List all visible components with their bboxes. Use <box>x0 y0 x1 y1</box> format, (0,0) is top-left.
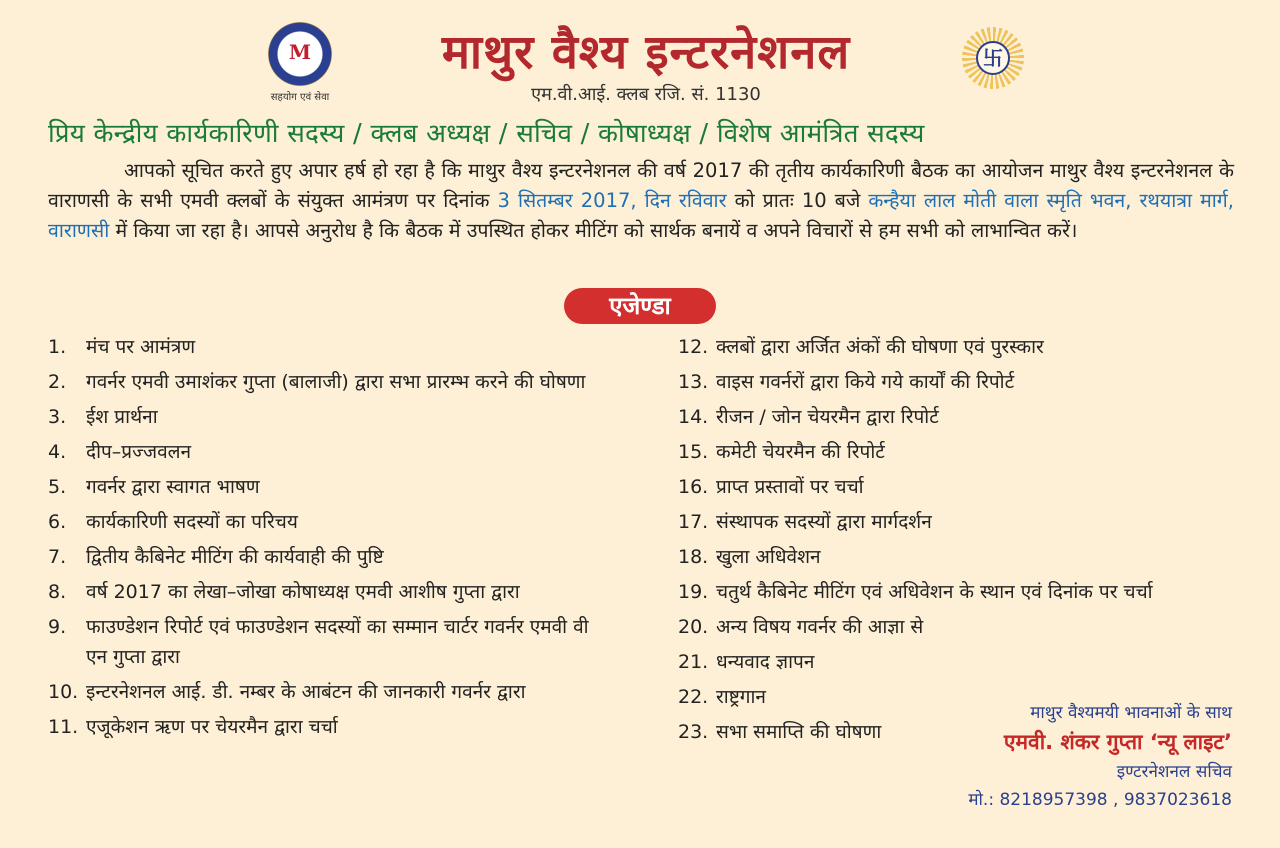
agenda-item-text: द्वितीय कैबिनेट मीटिंग की कार्यवाही की पुष्टि <box>86 546 384 568</box>
agenda-item <box>678 367 1238 397</box>
agenda-item <box>678 402 1238 432</box>
agenda-item <box>48 367 608 397</box>
agenda-item-text: गवर्नर एमवी उमाशंकर गुप्ता (बालाजी) द्वारा सभा प्रारम्भ करने की घोषणा <box>86 371 586 393</box>
signatory-designation: इण्टरनेशनल सचिव <box>1116 762 1232 782</box>
agenda-item-number: 7. <box>48 546 67 568</box>
agenda-item-text: खुला अधिवेशन <box>716 546 821 568</box>
agenda-item <box>48 577 608 607</box>
agenda-item-text: फाउण्डेशन रिपोर्ट एवं फाउण्डेशन सदस्यों का सम्मान चार्टर गवर्नर एमवी वी एन गुप्ता द्वारा <box>86 616 589 668</box>
agenda-item <box>48 612 608 672</box>
sign-off: माथुर वैश्यमयी भावनाओं के साथ <box>1030 703 1232 723</box>
agenda-item <box>48 507 608 537</box>
agenda-item-text: वाइस गवर्नरों द्वारा किये गये कार्यों की रिपोर्ट <box>716 371 1015 393</box>
contact-phone: मो.: 8218957398 , 9837023618 <box>968 790 1232 810</box>
agenda-item-text: दीप–प्रज्जवलन <box>86 441 192 463</box>
agenda-item-number: 15. <box>678 441 709 463</box>
agenda-item-number: 4. <box>48 441 67 463</box>
agenda-item-text: प्राप्त प्रस्तावों पर चर्चा <box>716 476 864 498</box>
agenda-item-text: क्लबों द्वारा अर्जित अंकों की घोषणा एवं पुरस्कार <box>716 336 1044 358</box>
agenda-item-number: 20. <box>678 616 709 638</box>
agenda-item-text: चतुर्थ कैबिनेट मीटिंग एवं अधिवेशन के स्थान एवं दिनांक पर चर्चा <box>716 581 1153 603</box>
agenda-item-number: 11. <box>48 716 79 738</box>
agenda-item-text: कमेटी चेयरमैन की रिपोर्ट <box>716 441 885 463</box>
meeting-venue: कन्हैया लाल मोती वाला स्मृति भवन, रथयात्रा मार्ग, वाराणसी <box>48 189 1234 242</box>
agenda-item-number: 6. <box>48 511 67 533</box>
intro-text-1: आपको सूचित करते हुए अपार हर्ष हो रहा है कि माथुर वैश्य इन्टरनेशनल की वर्ष 2017 की तृतीय कार्यकारिणी बैठक का आयोजन माथुर वैश्य इन्टरनेशनल के वाराणसी के सभी एमवी क्लबों के संयुक्त आमंत्रण पर दिनांक <box>48 159 1234 212</box>
agenda-item-number: 23. <box>678 721 709 743</box>
agenda-item-number: 12. <box>678 336 709 358</box>
agenda-item-number: 2. <box>48 371 67 393</box>
signature-block <box>912 700 1232 814</box>
agenda-item-number: 5. <box>48 476 67 498</box>
agenda-item-text: एजूकेशन ऋण पर चेयरमैन द्वारा चर्चा <box>86 716 338 738</box>
agenda-item-text: ईश प्रार्थना <box>86 406 158 428</box>
agenda-list-left <box>48 332 608 747</box>
agenda-item <box>48 712 608 742</box>
intro-paragraph <box>48 156 1234 246</box>
logo-tagline: सहयोग एवं सेवा <box>270 92 330 103</box>
agenda-item <box>48 437 608 467</box>
intro-text-3: में किया जा रहा है। आपसे अनुरोध है कि बैठक में उपस्थित होकर मीटिंग को सार्थक बनायें व अपने विचारों से हम सभी को लाभान्वित करें। <box>109 219 1078 242</box>
agenda-item-number: 1. <box>48 336 67 358</box>
registration-number: एम.वी.आई. क्लब रजि. सं. 1130 <box>531 84 761 105</box>
agenda-item-number: 18. <box>678 546 709 568</box>
agenda-item-text: अन्य विषय गवर्नर की आज्ञा से <box>716 616 924 638</box>
agenda-item-text: मंच पर आमंत्रण <box>86 336 196 358</box>
agenda-item <box>678 647 1238 677</box>
agenda-badge: एजेण्डा <box>564 288 716 324</box>
signatory-name: एमवी. शंकर गुप्ता ‘न्यू लाइट’ <box>1003 730 1232 754</box>
page-title: माथुर वैश्य इन्टरनेशनल <box>441 25 851 80</box>
agenda-item-text: वर्ष 2017 का लेखा–जोखा कोषाध्यक्ष एमवी आशीष गुप्ता द्वारा <box>86 581 520 603</box>
agenda-item <box>678 332 1238 362</box>
agenda-item <box>48 402 608 432</box>
agenda-item-number: 10. <box>48 681 79 703</box>
agenda-item-number: 8. <box>48 581 67 603</box>
intro-text-2: को प्रातः 10 बजे <box>726 189 869 212</box>
salutation: प्रिय केन्द्रीय कार्यकारिणी सदस्य / क्लब अध्यक्ष / सचिव / कोषाध्यक्ष / विशेष आमंत्रित सदस्य <box>48 119 925 149</box>
club-emblem-icon <box>268 22 332 86</box>
agenda-item <box>678 437 1238 467</box>
agenda-item <box>48 542 608 572</box>
agenda-item-text: इन्टरनेशनल आई. डी. नम्बर के आबंटन की जानकारी गवर्नर द्वारा <box>86 681 526 703</box>
agenda-item-text: संस्थापक सदस्यों द्वारा मार्गदर्शन <box>716 511 932 533</box>
agenda-item-number: 17. <box>678 511 709 533</box>
agenda-item-number: 16. <box>678 476 709 498</box>
agenda-item <box>678 472 1238 502</box>
agenda-item <box>48 677 608 707</box>
agenda-item-number: 9. <box>48 616 67 638</box>
agenda-item-number: 3. <box>48 406 67 428</box>
agenda-item-text: राष्ट्रगान <box>716 686 766 708</box>
club-logo <box>262 22 338 103</box>
agenda-item-number: 22. <box>678 686 709 708</box>
agenda-item <box>48 332 608 362</box>
agenda-list-right <box>678 332 1238 752</box>
agenda-item-number: 19. <box>678 581 709 603</box>
agenda-item-text: सभा समाप्ति की घोषणा <box>716 721 882 743</box>
agenda-item-text: गवर्नर द्वारा स्वागत भाषण <box>86 476 260 498</box>
agenda-item <box>48 472 608 502</box>
agenda-item-text: रीजन / जोन चेयरमैन द्वारा रिपोर्ट <box>716 406 939 428</box>
agenda-item <box>678 507 1238 537</box>
agenda-item-text: कार्यकारिणी सदस्यों का परिचय <box>86 511 298 533</box>
agenda-item-number: 21. <box>678 651 709 673</box>
agenda-item-text: धन्यवाद ज्ञापन <box>716 651 815 673</box>
agenda-item <box>678 577 1238 607</box>
agenda-item-number: 14. <box>678 406 709 428</box>
agenda-item <box>678 612 1238 642</box>
meeting-date: 3 सितम्बर 2017, दिन रविवार <box>497 189 727 212</box>
agenda-item-number: 13. <box>678 371 709 393</box>
agenda-item <box>678 542 1238 572</box>
swastika-emblem-icon: 卐 <box>962 27 1024 89</box>
